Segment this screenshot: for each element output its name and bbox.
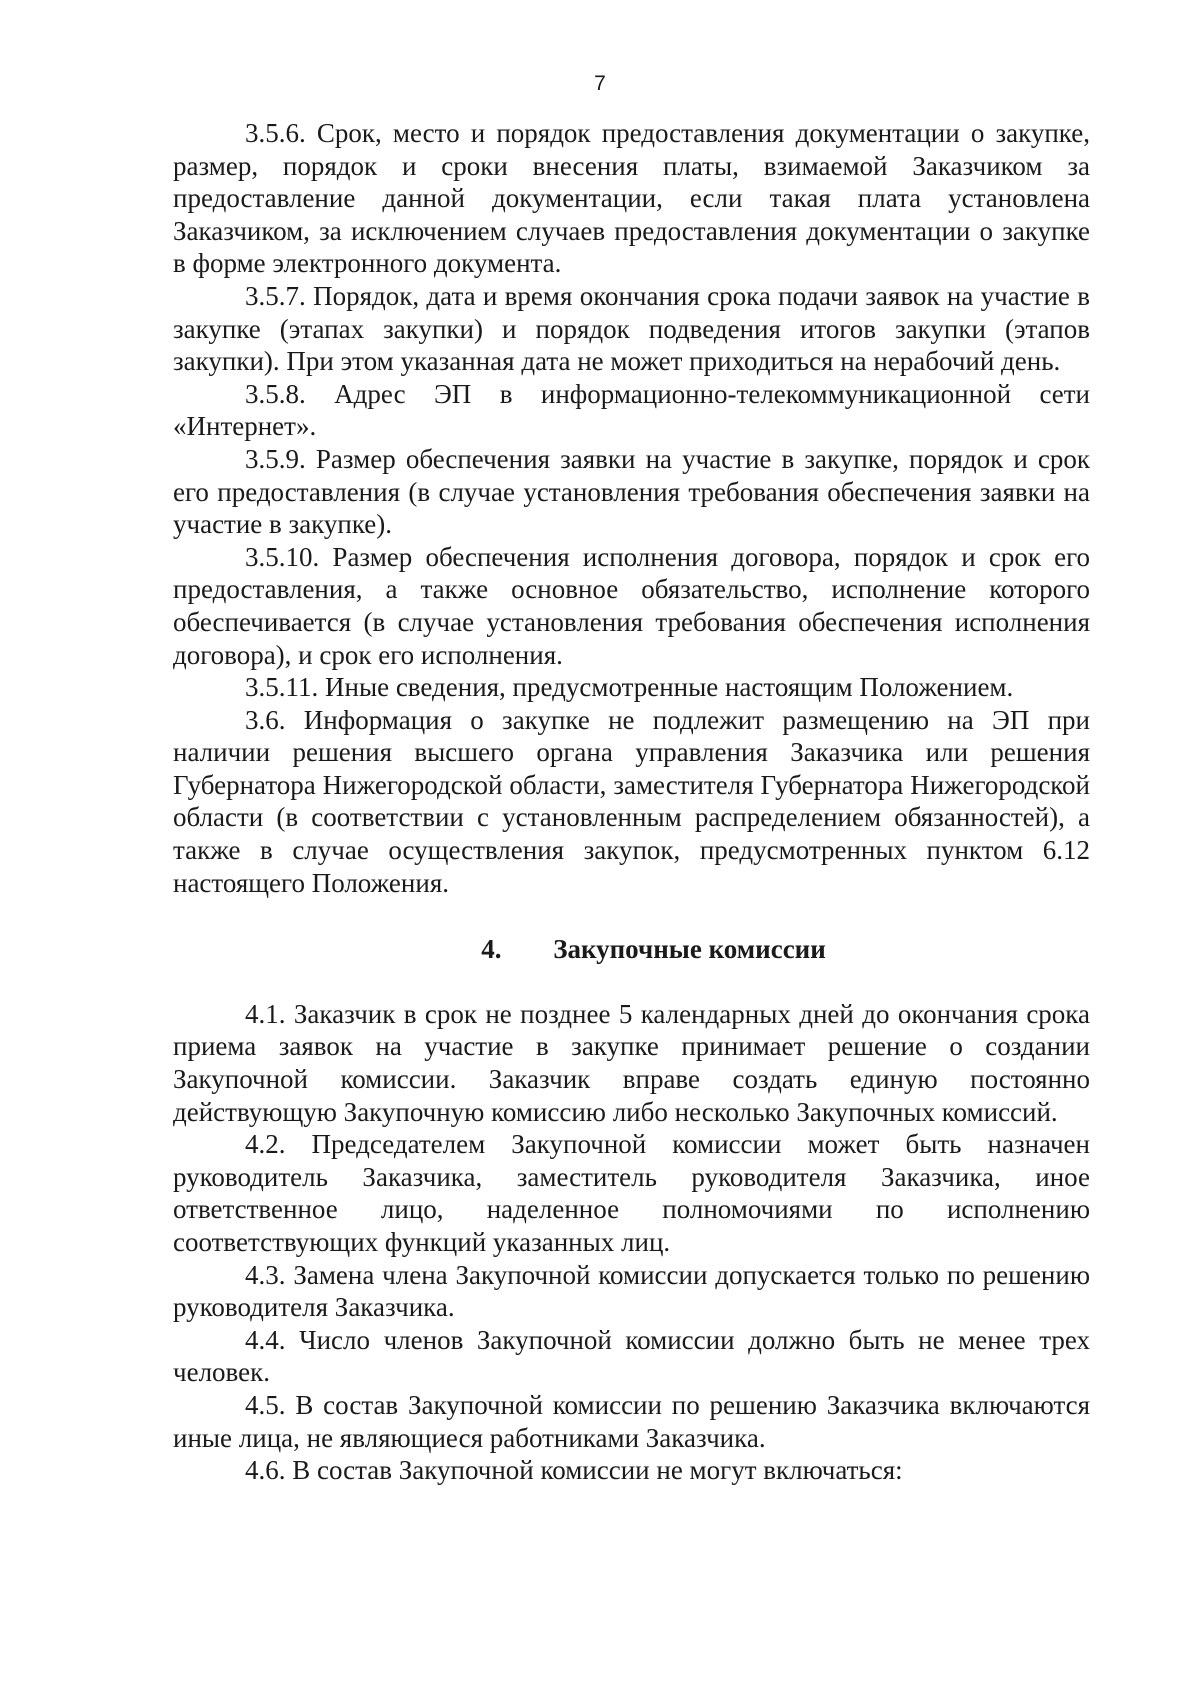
paragraph-4-3: 4.3. Замена члена Закупочной комиссии допускается только по решению руководителя Заказчика. bbox=[173, 1259, 1090, 1323]
section-title: Закупочные комиссии bbox=[553, 934, 826, 965]
paragraph-3-6: 3.6. Информация о закупке не подлежит размещению на ЭП при наличии решения высшего органа управления Заказчика или решения Губернатора Нижегородской области, заместителя Губернатора Нижегородской области (в соответствии с установленным распределением обязанностей), а также в случае осуществления закупок, предусмотренных пунктом 6.12 настоящего Положения. bbox=[173, 704, 1090, 898]
paragraph-3-5-9: 3.5.9. Размер обеспечения заявки на участие в закупке, порядок и срок его предоставления (в случае установления требования обеспечения заявки на участие в закупке). bbox=[173, 443, 1090, 540]
section-heading bbox=[173, 933, 1090, 966]
paragraph-4-5: 4.5. В состав Закупочной комиссии по решению Заказчика включаются иные лица, не являющиеся работниками Заказчика. bbox=[173, 1389, 1090, 1453]
paragraph-4-4: 4.4. Число членов Закупочной комиссии должно быть не менее трех человек. bbox=[173, 1324, 1090, 1388]
paragraph-4-2: 4.2. Председателем Закупочной комиссии может быть назначен руководитель Заказчика, заместитель руководителя Заказчика, иное ответственное лицо, наделенное полномочиями по исполнению соответствующих функций указанных лиц. bbox=[173, 1129, 1090, 1257]
paragraph-3-5-6: 3.5.6. Срок, место и порядок предоставления документации о закупке, размер, порядок и сроки внесения платы, взимаемой Заказчиком за предоставление данной документации, если такая плата установлена Заказчиком, за исключением случаев предоставления документации о закупке в форме электронного документа. bbox=[173, 118, 1090, 279]
paragraph-3-5-11: 3.5.11. Иные сведения, предусмотренные настоящим Положением. bbox=[245, 672, 1014, 703]
paragraph-3-5-7: 3.5.7. Порядок, дата и время окончания срока подачи заявок на участие в закупке (этапах закупки) и порядок подведения итогов закупки (этапов закупки). При этом указанная дата не может приходиться на нерабочий день. bbox=[173, 280, 1090, 377]
paragraph-4-6: 4.6. В состав Закупочной комиссии не могут включаться: bbox=[245, 1455, 903, 1486]
paragraph-3-5-8: 3.5.8. Адрес ЭП в информационно-телекоммуникационной сети «Интернет». bbox=[173, 378, 1090, 442]
document-body bbox=[173, 117, 1090, 1487]
paragraph-4-1: 4.1. Заказчик в срок не позднее 5 календарных дней до окончания срока приема заявок на участие в закупке принимает решение о создании Закупочной комиссии. Заказчик вправе создать единую постоянно действующую Закупочную комиссию либо несколько Закупочных комиссий. bbox=[173, 998, 1090, 1127]
paragraph-3-5-10: 3.5.10. Размер обеспечения исполнения договора, порядок и срок его предоставления, а также основное обязательство, исполнение которого обеспечивается (в случае установления требования обеспечения исполнения договора), и срок его исполнения. bbox=[173, 541, 1090, 670]
section-number: 4. bbox=[481, 934, 502, 965]
page-number: 7 bbox=[594, 72, 606, 95]
